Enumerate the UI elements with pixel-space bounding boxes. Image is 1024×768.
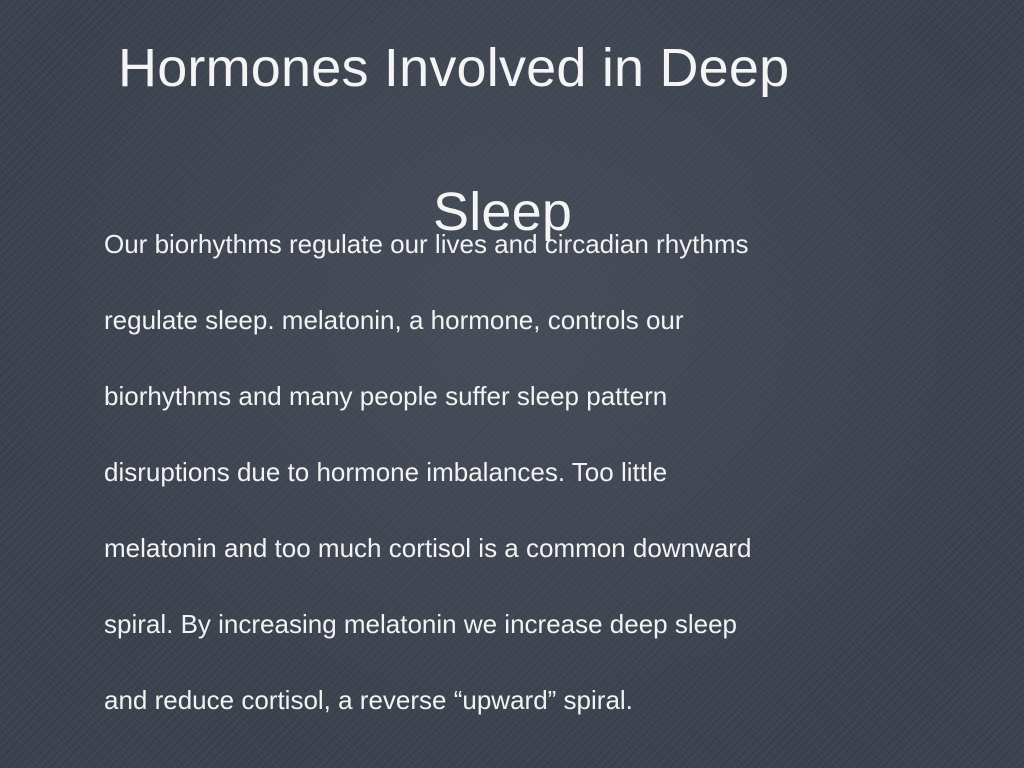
slide-title-line-1: Hormones Involved in Deep [118,38,790,98]
body-line: melatonin and too much cortisol is a common downward [104,533,752,563]
slide-title-line-2: Sleep [433,182,573,242]
body-line: disruptions due to hormone imbalances. Too little [104,457,668,487]
body-line: biorhythms and many people suffer sleep pattern [104,381,668,411]
slide-body [104,206,924,738]
body-line: and reduce cortisol, a reverse “upward” spiral. [104,685,633,715]
body-line: Our biorhythms regulate our lives and circadian rhythms [104,229,749,259]
body-line: regulate sleep. melatonin, a hormone, controls our [104,305,684,335]
body-line: spiral. By increasing melatonin we increase deep sleep [104,609,738,639]
